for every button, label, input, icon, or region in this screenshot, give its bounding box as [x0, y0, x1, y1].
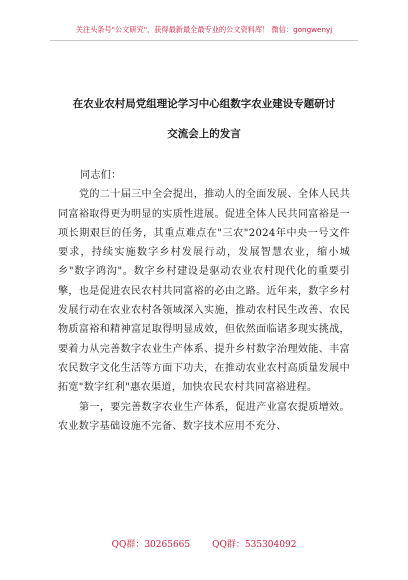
salutation: 同志们： [80, 170, 122, 181]
document-body [58, 166, 350, 436]
footer-qq-groups [0, 537, 408, 550]
paragraph-2: 第一，要完善数字农业生产体系，促进产业富农提质增效。农业数字基础设施不完备、数字技术应用不充分、 [58, 401, 350, 432]
document-title-line-2: 交流会上的发言 [167, 128, 241, 140]
header-divider [50, 40, 358, 41]
footer-qq-group-2: QQ群：535304092 [212, 540, 297, 550]
footer-qq-group-1: QQ群：30265665 [111, 540, 191, 550]
document-title-line-1: 在农业农村局党组理论学习中心组数字农业建设专题研讨 [72, 98, 336, 110]
paragraph-1: 党的二十届三中全会提出，推动人的全面发展、全体人民共同富裕取得更为明显的实质性进展。促进全体人民共同富裕是一项长期艰巨的任务，其重点难点在"三农"2024年中央一号文件要求，持续实施数字乡村发展行动，发展智慧农业，缩小城乡"数字鸿沟"。数字乡村建设是驱动农业农村现代化的重要引擎，也是促进农民农村共同富裕的必由之路。近年来，数字乡村发展行动在农业农村各领域深入实施，推动农村民生改善、农民物质富裕和精神富足取得明显成效，但依然面临诸多现实挑战，要着力从完善数字农业生产体系、提升乡村数字治理效能、丰富农民数字文化生活等方面下功夫，在推动农业农村高质量发展中拓宽"数字红利"惠农渠道，加快农民农村共同富裕进程。 [58, 189, 350, 394]
header-banner: 关注头条号"公文研究"，获得最新最全最专业的公文资料库！ 微信：gongwenyj [75, 25, 333, 34]
